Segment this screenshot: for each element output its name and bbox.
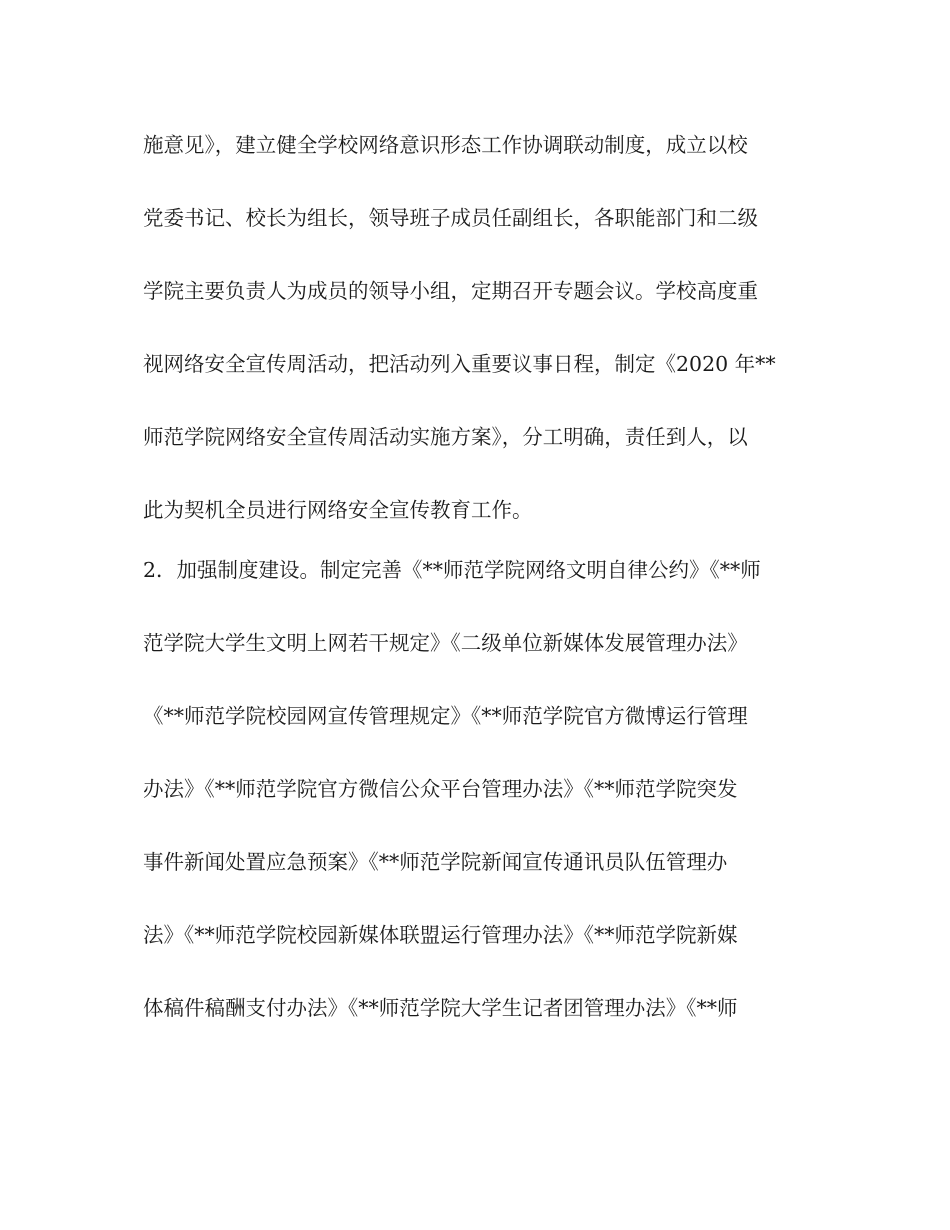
text-line: 学院主要负责人为成员的领导小组，定期召开专题会议。学校高度重 (143, 279, 758, 303)
text-line: 《**师范学院校园网宣传管理规定》《**师范学院官方微博运行管理 (143, 704, 748, 728)
text-line: 办法》《**师范学院官方微信公众平台管理办法》《**师范学院突发 (143, 777, 738, 801)
text-line: 视网络安全宣传周活动，把活动列入重要议事日程，制定《2020 年** (143, 352, 776, 376)
text-line: 此为契机全员进行网络安全宣传教育工作。 (143, 498, 533, 522)
text-line: 范学院大学生文明上网若干规定》《二级单位新媒体发展管理办法》 (143, 631, 748, 655)
text-line: 施意见》，建立健全学校网络意识形态工作协调联动制度，成立以校 (143, 133, 748, 157)
text-line: 2．加强制度建设。制定完善《**师范学院网络文明自律公约》《**师 (143, 558, 761, 582)
text-line: 事件新闻处置应急预案》《**师范学院新闻宣传通讯员队伍管理办 (143, 850, 728, 874)
text-line: 法》《**师范学院校园新媒体联盟运行管理办法》《**师范学院新媒 (143, 923, 738, 947)
text-line: 师范学院网络安全宣传周活动实施方案》，分工明确，责任到人，以 (143, 425, 748, 449)
text-line: 体稿件稿酬支付办法》《**师范学院大学生记者团管理办法》《**师 (143, 996, 738, 1020)
text-line: 党委书记、校长为组长，领导班子成员任副组长，各职能部门和二级 (143, 206, 758, 230)
